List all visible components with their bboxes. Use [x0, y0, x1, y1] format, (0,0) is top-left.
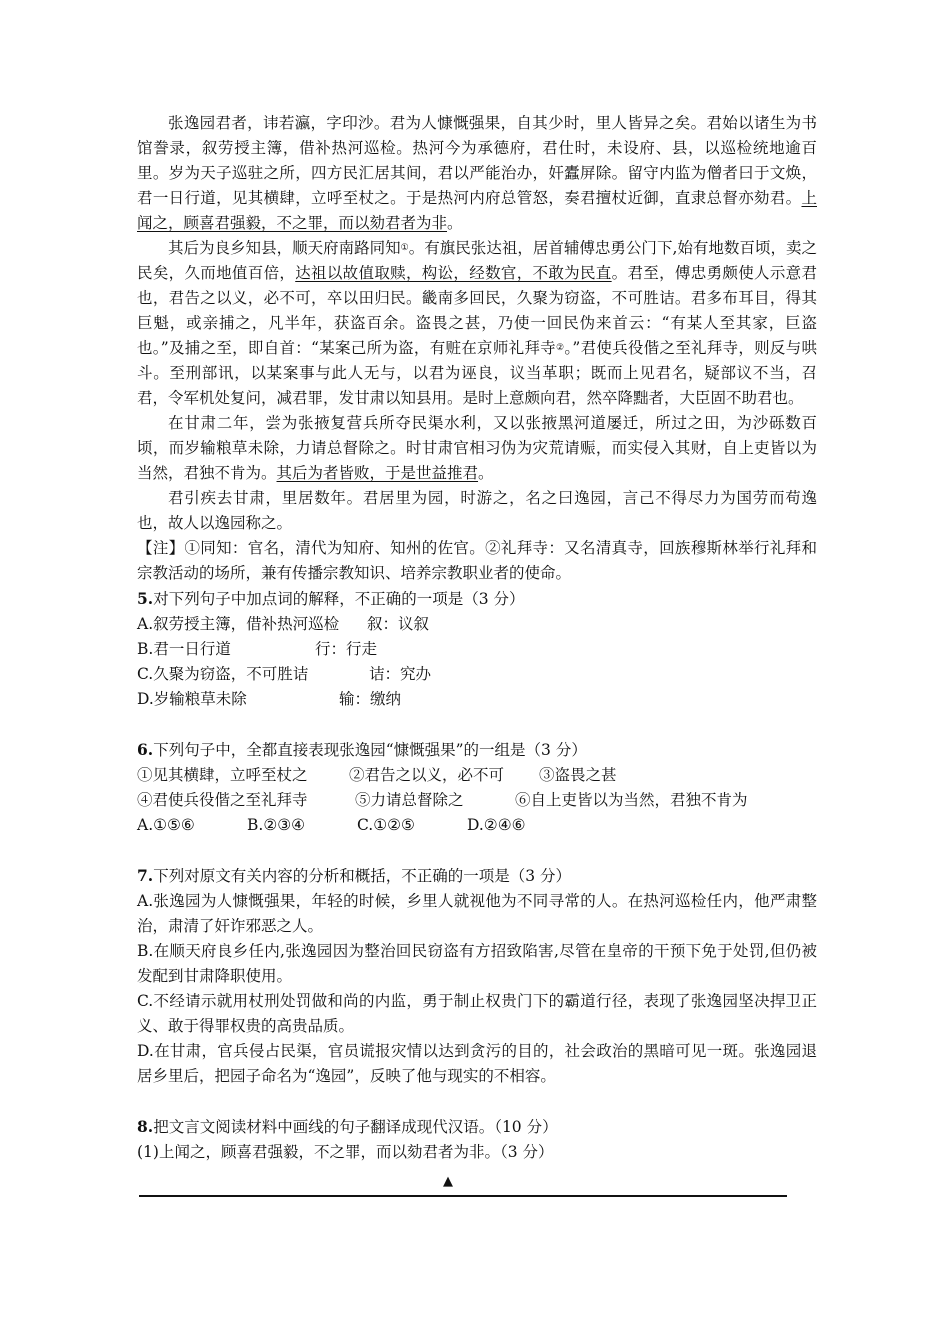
passage-paragraph-1: 张逸园君者，讳若瀛，字印沙。君为人慷慨强果，自其少时，里人皆异之矣。君始以诸生为书馆誊录，叙劳授主簿，借补热河巡检。热河今为承德府，君仕时，未设府、县，以巡检统地逾百里。岁为天子巡驻之所，四方民汇居其间，君以严能治办，奸蠹屏除。留守内监为僧者曰于文焕，君一日行道，见其横肆，立呼至杖之。于是热河内府总管怒，奏君擅杖近御，直隶总督亦劾君。上闻之，顾喜君强毅，不之罪，而以劾君者为非。	[137, 114, 817, 232]
question-6-choice-c[interactable]: C.①②⑤	[357, 816, 415, 834]
question-6-choice-a[interactable]: A.①⑤⑥	[137, 816, 195, 834]
answer-area[interactable]	[137, 1169, 817, 1199]
underlined-sentence-3: 其后为者皆败，于是世益推君	[276, 464, 479, 482]
question-8-stem: 8.把文言文阅读材料中画线的句子翻译成现代汉语。（10 分）	[137, 1117, 558, 1136]
question-7-option-b: B.在顺天府良乡任内,张逸园因为整治回民窃盗有方招致陷害,尽管在皇帝的干预下免于处罚,但仍被发配到甘肃降职使用。	[137, 942, 817, 985]
passage-paragraph-3: 在甘肃二年，尝为张掖复营兵所夺民渠水利，又以张掖黑河道屡迁，所过之田，为沙砾数百顷，而岁输粮草未除，力请总督除之。时甘肃官相习伪为灾荒请赈，而实侵入其财，自上吏皆以为当然，君独不肯为。其后为者皆败，于是世益推君。	[137, 414, 817, 482]
underlined-sentence-2: 达祖以故值取赎，构讼，经数官，不敢为民直	[295, 264, 612, 282]
passage-paragraph-4: 君引疾去甘肃，里居数年。君居里为园，时游之，名之曰逸园，言己不得尽力为国劳而苟逸也，故人以逸园称之。	[137, 489, 817, 532]
question-6	[137, 737, 817, 838]
question-5-option-d: D.岁输粮草未除 输：缴纳	[137, 690, 402, 708]
question-8-sub-1: (1)上闻之，顾喜君强毅，不之罪，而以劾君者为非。（3 分）	[137, 1143, 554, 1161]
question-5-option-b: B.君一日行道 行：行走	[137, 640, 378, 658]
question-6-items-row-1: ①见其横肆，立呼至杖之 ②君告之以义，必不可 ③盗畏之甚	[137, 766, 617, 784]
question-6-stem: 6.下列句子中，全都直接表现张逸园“慷慨强果”的一组是（3 分）	[137, 740, 587, 759]
question-5	[137, 586, 817, 712]
passage-note: 【注】①同知：官名，清代为知府、知州的佐官。②礼拜寺：又名清真寺，回族穆斯林举行礼拜和宗教活动的场所，兼有传播宗教知识、培养宗教职业者的使命。	[137, 539, 817, 582]
question-5-option-a: A.叙劳授主簿，借补热河巡检 叙：议叙	[137, 615, 430, 633]
question-8	[137, 1114, 817, 1199]
question-7-option-a: A.张逸园为人慷慨强果，年轻的时候，乡里人就视他为不同寻常的人。在热河巡检任内，他严肃整治，肃清了奸诈邪恶之人。	[137, 892, 817, 935]
question-6-choice-d[interactable]: D.②④⑥	[467, 816, 526, 834]
passage-paragraph-2: 其后为良乡知县，顺天府南路同知①。有旗民张达祖，居首辅傅忠勇公门下,始有地数百顷，卖之民矣，久而地值百倍，达祖以故值取赎，构讼，经数官，不敢为民直。君至，傅忠勇颇使人示意君也，君告之以义，必不可，卒以田归民。畿南多回民，久聚为窃盗，不可胜诘。君多布耳目，得其巨魁，或亲捕之，凡半年，获盗百余。盗畏之甚，乃使一回民伪来首云：“有某人至其家，巨盗也。”及捕之至，即自首：“某案己所为盗，有赃在京师礼拜寺②。”君使兵役偕之至礼拜寺，则反与哄斗。至刑部讯，以某案事与此人无与，以君为诬良，议当革职；既而上见君名，疑部议不当，召君，令军机处复问，减君罪，发甘肃以知县用。是时上意颇向君，然卒降黜者，大臣固不助君也。	[137, 239, 817, 407]
footnote-marker-1: ①	[400, 243, 409, 253]
question-5-stem: 5.对下列句子中加点词的解释，不正确的一项是（3 分）	[137, 589, 525, 608]
question-6-choice-b[interactable]: B.②③④	[247, 816, 306, 834]
question-6-choices	[137, 813, 817, 838]
question-5-option-c: C.久聚为窃盗，不可胜诘 诘：究办	[137, 665, 432, 683]
footnote-marker-2: ②	[555, 343, 565, 353]
question-7-option-d: D.在甘肃，官兵侵占民渠，官员谎报灾情以达到贪污的目的，社会政治的黑暗可见一斑。张逸园退居乡里后，把园子命名为“逸园”，反映了他与现实的不相容。	[137, 1042, 817, 1085]
question-7	[137, 863, 817, 1089]
answer-line	[139, 1195, 787, 1197]
question-6-items-row-2: ④君使兵役偕之至礼拜寺 ⑤力请总督除之 ⑥自上吏皆以为当然，君独不肯为	[137, 791, 748, 809]
question-7-option-c: C.不经请示就用杖刑处罚做和尚的内监，勇于制止权贵门下的霸道行径，表现了张逸园坚决捍卫正义、敢于得罪权贵的高贵品质。	[137, 992, 817, 1035]
triangle-marker-icon: ▲	[443, 1174, 453, 1189]
question-7-stem: 7.下列对原文有关内容的分析和概括，不正确的一项是（3 分）	[137, 866, 571, 885]
underlined-sentence-1: 上闻之，顾喜君强毅，不之罪，而以劾君者为非	[137, 189, 817, 232]
exam-page	[137, 111, 817, 1199]
